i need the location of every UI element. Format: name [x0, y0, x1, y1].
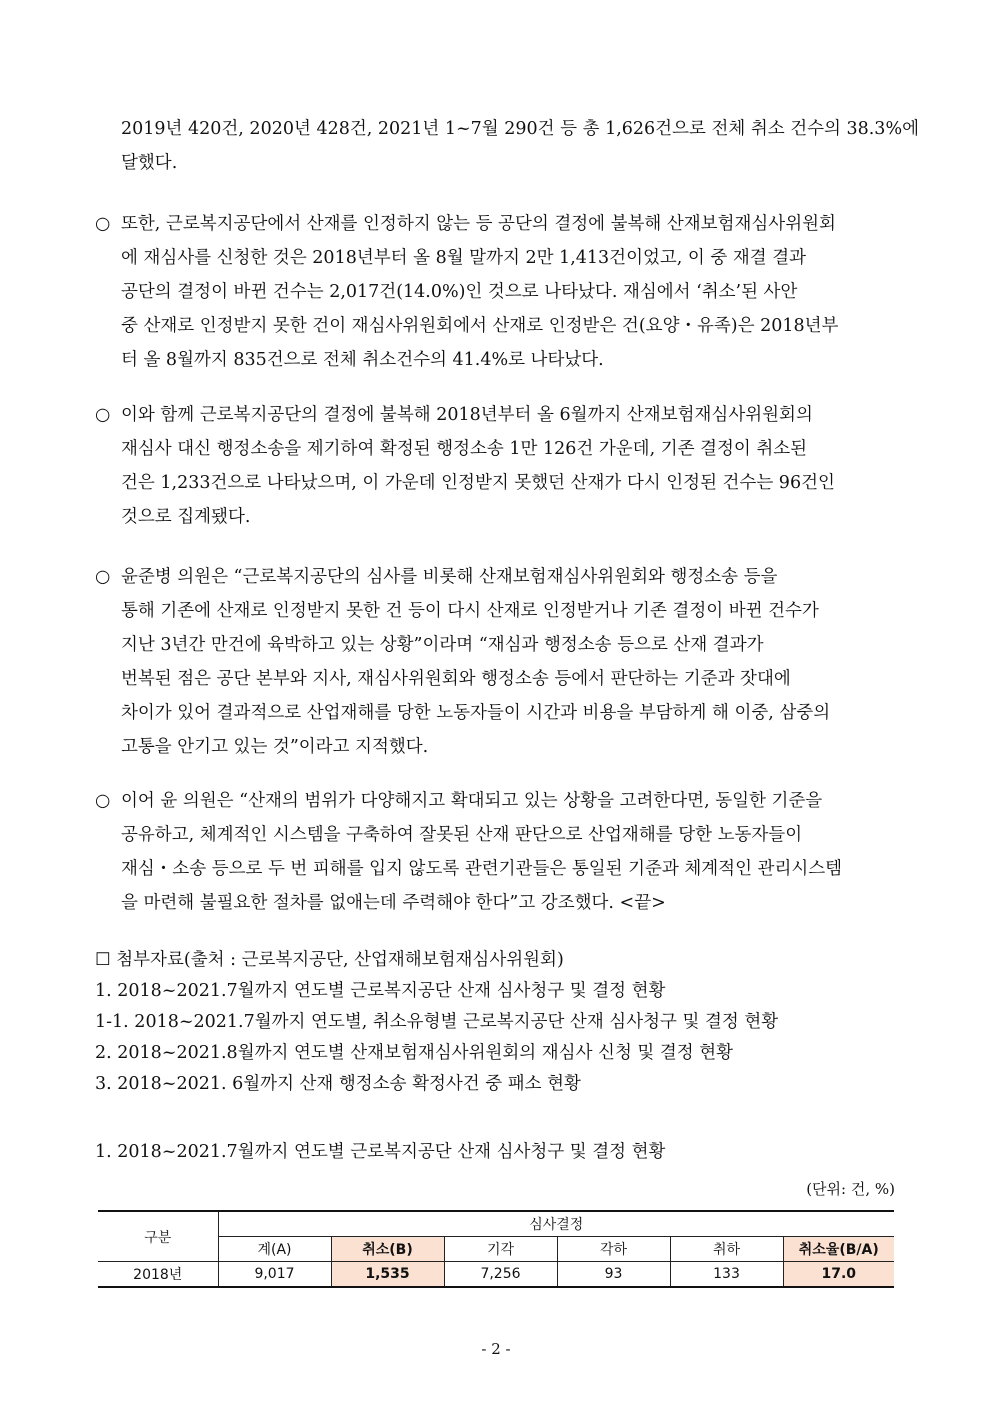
circle-bullet-icon: ○ — [95, 214, 111, 234]
text-line: 통해 기존에 산재로 인정받지 못한 건 등이 다시 산재로 인정받거나 기존 결정이 바뀐 건수가 — [121, 601, 819, 621]
table-cell: 133 — [670, 1262, 783, 1288]
attachment-item: 1. 2018~2021.7월까지 연도별 근로복지공단 산재 심사청구 및 결정 현황 — [95, 981, 666, 1001]
table-unit-label: (단위: 건, %) — [806, 1180, 895, 1198]
attachment-item: 1-1. 2018~2021.7월까지 연도별, 취소유형별 근로복지공단 산재 심사청구 및 결정 현황 — [95, 1012, 779, 1032]
paragraph-lawsuit-stats — [95, 398, 900, 534]
column-header: 취소율(B/A) — [783, 1237, 894, 1262]
row-label: 2018년 — [98, 1262, 218, 1288]
attachment-item: 3. 2018~2021. 6월까지 산재 행정소송 확정사건 중 패소 현황 — [95, 1074, 581, 1094]
text-line: 에 재심사를 신청한 것은 2018년부터 올 8월 말까지 2만 1,413건이었고, 이 중 재결 결과 — [121, 248, 807, 268]
text-line: 터 올 8월까지 835건으로 전체 취소건수의 41.4%로 나타났다. — [121, 350, 604, 370]
text-line: 중 산재로 인정받지 못한 건이 재심사위원회에서 산재로 인정받은 건(요양・유족)은 2018년부 — [121, 316, 839, 336]
column-header: 기각 — [444, 1237, 557, 1262]
column-header: 각하 — [557, 1237, 670, 1262]
text-line: 공단의 결정이 바뀐 건수는 2,017건(14.0%)인 것으로 나타났다. 재심에서 ‘취소’된 사안 — [121, 282, 798, 302]
text-line: 달했다. — [121, 153, 178, 173]
text-line: 차이가 있어 결과적으로 산업재해를 당한 노동자들이 시간과 비용을 부담하게 해 이중, 삼중의 — [121, 703, 831, 723]
group-header-cell: 심사결정 — [218, 1211, 894, 1237]
text-line: 건은 1,233건으로 나타났으며, 이 가운데 인정받지 못했던 산재가 다시 인정된 건수는 96건인 — [121, 473, 835, 493]
row-header-cell: 구분 — [98, 1211, 218, 1262]
page-number: - 2 - — [481, 1340, 511, 1358]
text-line: 2019년 420건, 2020년 428건, 2021년 1~7월 290건 등 총 1,626건으로 전체 취소 건수의 38.3%에 — [121, 119, 919, 139]
text-line: 또한, 근로복지공단에서 산재를 인정하지 않는 등 공단의 결정에 불복해 산재보험재심사위원회 — [121, 214, 836, 234]
attachments-list — [95, 945, 900, 1100]
paragraph-retrial-stats — [95, 207, 900, 377]
table-row — [98, 1262, 894, 1288]
table-cell: 9,017 — [218, 1262, 331, 1288]
column-header: 계(A) — [218, 1237, 331, 1262]
table-cell: 93 — [557, 1262, 670, 1288]
text-line: 이와 함께 근로복지공단의 결정에 불복해 2018년부터 올 6월까지 산재보험재심사위원회의 — [121, 405, 813, 425]
paragraph-lawmaker-quote — [95, 560, 900, 764]
column-header: 취소(B) — [331, 1237, 444, 1262]
circle-bullet-icon: ○ — [95, 405, 111, 425]
text-line: 재심사 대신 행정소송을 제기하여 확정된 행정소송 1만 126건 가운데, 기존 결정이 취소된 — [121, 439, 808, 459]
text-line: 번복된 점은 공단 본부와 지사, 재심사위원회와 행정소송 등에서 판단하는 기준과 잣대에 — [121, 669, 791, 689]
paragraph-lawmaker-closing — [95, 784, 900, 920]
text-line: 이어 윤 의원은 “산재의 범위가 다양해지고 확대되고 있는 상황을 고려한다면, 동일한 기준을 — [121, 791, 823, 811]
column-header: 취하 — [670, 1237, 783, 1262]
text-line: 지난 3년간 만건에 육박하고 있는 상황”이라며 “재심과 행정소송 등으로 산재 결과가 — [121, 635, 764, 655]
table-section-title: 1. 2018~2021.7월까지 연도별 근로복지공단 산재 심사청구 및 결정 현황 — [95, 1142, 666, 1162]
text-line: 을 마련해 불필요한 절차를 없애는데 주력해야 한다”고 강조했다. <끝> — [121, 893, 666, 913]
text-line: 윤준병 의원은 “근로복지공단의 심사를 비롯해 산재보험재심사위원회와 행정소송 등을 — [121, 567, 778, 587]
attachment-item: 2. 2018~2021.8월까지 연도별 산재보험재심사위원회의 재심사 신청 및 결정 현황 — [95, 1043, 734, 1063]
table-cell: 1,535 — [331, 1262, 444, 1288]
text-line: 고통을 안기고 있는 것”이라고 지적했다. — [121, 737, 429, 757]
attachments-header: ☐ 첨부자료(출처 : 근로복지공단, 산업재해보험재심사위원회) — [95, 950, 564, 970]
text-line: 재심・소송 등으로 두 번 피해를 입지 않도록 관련기관들은 통일된 기준과 체계적인 관리시스템 — [121, 859, 843, 879]
text-line: 것으로 집계됐다. — [121, 507, 251, 527]
paragraph-continuation — [95, 112, 919, 180]
circle-bullet-icon: ○ — [95, 567, 111, 587]
text-line: 공유하고, 체계적인 시스템을 구축하여 잘못된 산재 판단으로 산업재해를 당한 노동자들이 — [121, 825, 803, 845]
table-cell: 17.0 — [783, 1262, 894, 1288]
circle-bullet-icon: ○ — [95, 791, 111, 811]
table-cell: 7,256 — [444, 1262, 557, 1288]
review-decision-table — [98, 1210, 894, 1288]
